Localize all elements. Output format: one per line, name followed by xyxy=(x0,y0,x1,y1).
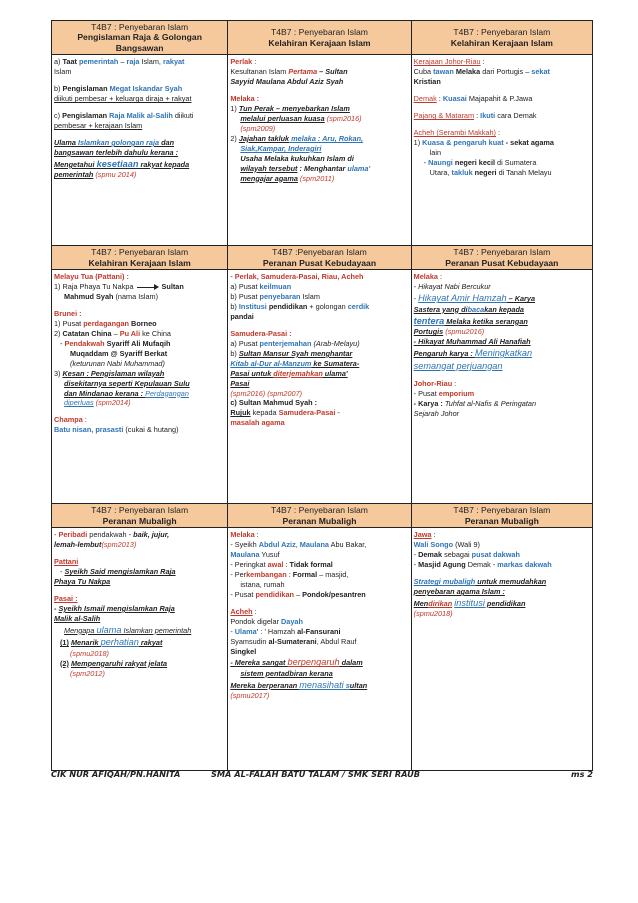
header-topic: T4B7 : Penyebaran Islam xyxy=(91,22,189,32)
note-cell-perlak-melaka: Perlak : Kesultanan Islam Pertama – Sultan Sayyid Maulana Abdul Aziz Syah Melaka : 1) Tun Perak – menyebarkan Islam melalui perluasan kuasa (spm2016) (spm2009) 2) Jajahan takluk melaka : Aru, Rokan, Siak,Kampar, Inderagiri Usaha Melaka kukuhkan Islam di wilayah tersebut : Menghantar ulama' mengajar agama (spm2011) xyxy=(228,55,411,246)
header-subtopic: Peranan Pusat Kebudayaan xyxy=(445,257,559,268)
footer-school: SMA AL-FALAH BATU TALAM / SMK SERI RAUB xyxy=(211,769,420,779)
notes-table xyxy=(51,20,593,771)
header-cell xyxy=(52,246,228,270)
note-cell-pattani-brunei: Melayu Tua (Pattani) : 1) Raja Phaya Tu Nakpa Sultan Mahmud Syah (nama Islam) Brunei : 1) Pusat perdagangan Borneo 2) Catatan China – Pu Ali ke China - Pendakwah Syariff Ali Mufaqih Muqaddam @ Syariff Berkat (keturunan Nabi Muhammad) 3) Kesan : Pengislaman wilayah disekitarnya seperti Kepulauan Sulu dan Mindanao kerana : Perdagangan diperluas (spm2014) Champa : Batu nisan, prasasti (cukai & hutang) xyxy=(52,270,228,504)
note-cell-mubaligh-jawa: Jawa : Wali Songo (Wali 9) - Demak sebagai pusat dakwah - Masjid Agung Demak - markas dakwah Strategi mubaligh untuk memudahkan penyebaran agama Islam : Mendirikan institusi pendidikan (spmu2018) xyxy=(411,528,592,771)
header-cell xyxy=(52,21,228,55)
header-topic: T4B7 : Penyebaran Islam xyxy=(453,247,551,258)
header-subtopic: Peranan Mubaligh xyxy=(102,515,177,526)
header-subtopic: Kelahiran Kerajaan Islam xyxy=(450,37,553,48)
header-subtopic: Peranan Pusat Kebudayaan xyxy=(262,257,377,268)
note-cell-johor-acheh: Kerajaan Johor-Riau : Cuba tawan Melaka dari Portugis – sekat Kristian Demak : Kuasai Majapahit & P.Jawa Pajang & Mataram : Ikuti cara Demak Acheh (Serambi Makkah) : 1) Kuasa & pengaruh kuat - sekat agama lain - Naungi negeri kecil di Sumatera Utara, takluk negeri di Tanah Melayu xyxy=(411,55,592,246)
header-topic: T4B7 : Penyebaran Islam xyxy=(270,27,368,38)
header-cell xyxy=(228,21,411,55)
header-subtopic: Peranan Mubaligh xyxy=(282,515,357,526)
header-cell xyxy=(228,504,411,528)
header-topic: T4B7 : Penyebaran Islam xyxy=(453,27,551,38)
header-cell xyxy=(411,21,592,55)
arrow-right-icon xyxy=(137,283,159,291)
header-cell xyxy=(411,504,592,528)
header-topic: T4B7 : Penyebaran Islam xyxy=(91,247,189,258)
header-subtopic: Kelahiran Kerajaan Islam xyxy=(268,37,371,48)
note-cell-mubaligh-melaka-acheh: Melaka : - Syeikh Abdul Aziz, Maulana Abu Bakar, Maulana Yusuf - Peringkat awal : Tidak formal - Perkembangan : Formal – masjid, istana, rumah - Pusat pendidikan – Pondok/pesantren Acheh : Pondok digelar Dayah - Ulama' : ' Hamzah al-Fansurani Syamsudin al-Sumaterani, Abdul Rauf Singkel - Mereka sangat berpengaruh dalam sistem pentadbiran kerana Mereka berperanan menasihati sultan (spmu2017) xyxy=(228,528,411,771)
header-topic: T4B7 :Penyebaran Islam xyxy=(272,247,367,258)
footer-page-number: ms 2 xyxy=(571,769,593,779)
note-cell-mubaligh-pattani-pasai: - Peribadi pendakwah - baik, jujur, lemah-lembut(spm2013) Pattani - Syeikh Said mengislamkan Raja Phaya Tu Nakpa Pasai : - Syeikh Ismail mengislamkan Raja Malik al-Salih Mengapa ulama Islamkan pemerintah (1) Menarik perhatian rakyat (spmu2018) (2) Mempengaruhi rakyat jelata (spm2012) xyxy=(52,528,228,771)
header-subtopic: Kelahiran Kerajaan Islam xyxy=(88,257,191,268)
note-cell-melaka-johor-riau: Melaka : - Hikayat Nabi Bercukur - Hikayat Amir Hamzah – Karya Sastera yang dibacakan kepada tentera Melaka ketika serangan Portugis (spmu2016) - Hikayat Muhammad Ali Hanafiah Pengaruh karya : Meningkatkan semangat perjuangan Johor-Riau : - Pusat emporium - Karya : Tuhfat al-Nafis & Peringatan Sejarah Johor xyxy=(411,270,592,504)
footer-authors: CIK NUR AFIQAH/PN.HANITA xyxy=(51,769,181,779)
header-topic: T4B7 : Penyebaran Islam xyxy=(453,505,551,516)
note-cell-raja-bangsawan: a) Taat pemerintah – raja Islam, rakyat Islam b) Pengislaman Megat Iskandar Syah diikuti pembesar + keluarga diraja + rakyat c) Pengislaman Raja Malik al-Salih diikuti pembesar + kerajaan Islam Ulama Islamkan golongan raja dan bangsawan terlebih dahulu kerana : Mengetahui kesetiaan rakyat kepada pemerintah (spmu 2014) xyxy=(52,55,228,246)
header-cell xyxy=(411,246,592,270)
header-cell xyxy=(228,246,411,270)
header-subtopic: Peranan Mubaligh xyxy=(464,515,539,526)
header-cell xyxy=(52,504,228,528)
header-subtopic: Pengislaman Raja & Golongan Bangsawan xyxy=(77,32,202,53)
header-topic: T4B7 : Penyebaran Islam xyxy=(91,505,189,516)
header-topic: T4B7 : Penyebaran Islam xyxy=(270,505,368,516)
note-cell-samudera-pasai: - Perlak, Samudera-Pasai, Riau, Acheh a) Pusat keilmuan b) Pusat penyebaran Islam b) Institusi pendidikan + golongan cerdik pandai Samudera-Pasai : a) Pusat penterjemahan (Arab-Melayu) b) Sultan Mansur Syah menghantar Kitab al-Dur al-Manzum ke Sumatera- Pasai untuk diterjemahkan ulama' Pasai (spm2016) (spm2007) c) Sultan Mahmud Syah : Rujuk kepada Samudera-Pasai - masalah agama xyxy=(228,270,411,504)
